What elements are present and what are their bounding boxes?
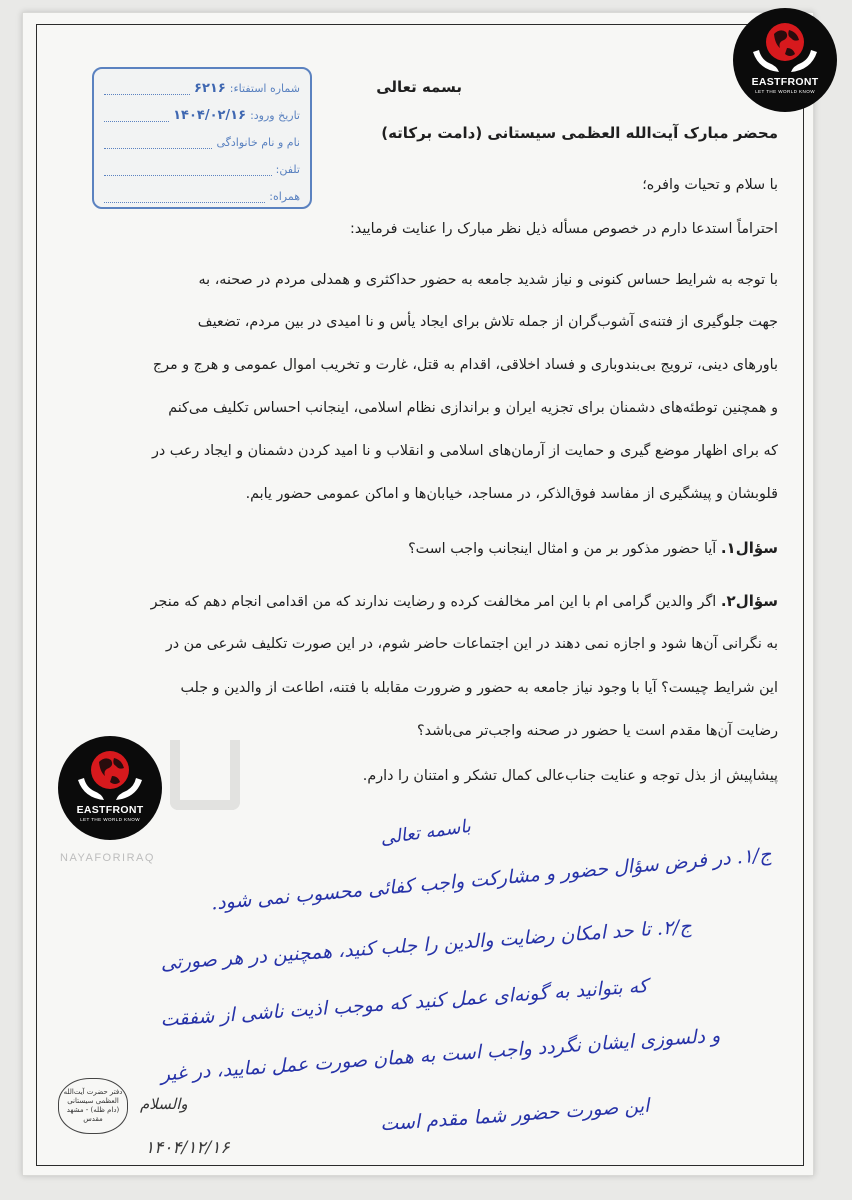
answer-line: ج/۱. در فرض سؤال حضور و مشارکت واجب کفائی محسوب نمی شود. (210, 843, 773, 915)
eastfront-logo-top (733, 8, 837, 112)
registration-stamp (92, 67, 312, 209)
question-1-label: سؤال۱. (720, 539, 778, 557)
globe-hands-icon (749, 18, 821, 78)
body-line: و همچنین توطئه‌های دشمنان برای تجزیه ایران و براندازی نظام اسلامی، اینجانب احساس تکلیف می‌کنم (168, 400, 778, 416)
question-2-label: سؤال۲. (720, 592, 778, 610)
question-2-text: اگر والدین گرامی ام با این امر مخالفت کرده و رضایت ندارند که من اقدامی انجام دهم که منجر (150, 594, 717, 610)
answer-line: ج/۲. تا حد امکان رضایت والدین را جلب کنید، همچنین در هر صورتی (159, 915, 693, 975)
logo-name: EASTFRONT (751, 76, 819, 88)
globe-hands-icon (74, 746, 146, 806)
question-2-line: به نگرانی آن‌ها شود و اجازه نمی دهند در این اجتماعات حاضر شوم، در این صورت تکلیف شرعی من در (165, 636, 778, 652)
answer-line: و دلسوزی ایشان نگردد واجب است به همان صورت عمل نمایید، در غیر (159, 1024, 721, 1086)
answer-date: ۱۴۰۴/۱۲/۱۶ (145, 1138, 230, 1158)
stamp-date-row (104, 102, 300, 129)
body-line: باورهای دینی، ترویج بی‌بندوباری و فساد اخلاقی، اقدام به قتل، غارت و تخریب اموال عمومی و هرج و مرج (152, 357, 778, 373)
stamp-mobile-row (104, 183, 300, 210)
question-2-line: این شرایط چیست؟ آیا با وجود نیاز جامعه به حضور و ضرورت مقابله با فتنه، اطاعت از والدین و جلب (180, 680, 778, 696)
logo-tagline: LET THE WORLD KNOW (755, 89, 815, 94)
eastfront-logo-side (58, 736, 162, 840)
stamp-name-row (104, 129, 300, 156)
question-2-line: رضایت آن‌ها مقدم است یا حضور در صحنه واجب‌تر می‌باشد؟ (416, 723, 778, 739)
office-seal: دفتر حضرت آیت‌الله العظمی سیستانی (دام ظله) - مشهد مقدس (58, 1078, 128, 1134)
stamp-phone-label: تلفن: (275, 163, 300, 176)
stamp-ref-value: ۶۲۱۶ (194, 81, 226, 96)
question-2-first-line (151, 592, 778, 610)
question-1 (408, 539, 778, 557)
answer-line: که بتوانید به گونه‌ای عمل کنید که موجب اذیت ناشی از شفقت (159, 974, 649, 1032)
answer-line: این صورت حضور شما مقدم است (379, 1094, 650, 1136)
body-line: جهت جلوگیری از فتنه‌ی آشوب‌گران از جمله تلاش برای ایجاد یأس و نا امیدی در بین مردم، تضعیف (197, 314, 778, 330)
intro-line: احتراماً استدعا دارم در خصوص مسأله ذیل نظر مبارک را عنایت فرمایید: (350, 221, 778, 237)
stamp-mobile-label: همراه: (269, 190, 300, 203)
closing-line: پیشاپیش از بذل توجه و عنایت جناب‌عالی کمال تشکر و امتنان را دارم. (362, 768, 778, 784)
stamp-name-label: نام و نام خانوادگی (216, 136, 300, 149)
greeting-line: با سلام و تحیات وافره؛ (642, 177, 778, 193)
body-line: با توجه به شرایط حساس کنونی و نیاز شدید جامعه به حضور حداکثری و همدلی مردم در صحنه، به (198, 272, 778, 288)
basmala-heading: بسمه تعالی (376, 78, 462, 96)
watermark-text: NAYAFORIRAQ (60, 852, 155, 864)
stamp-date-label: تاریخ ورود: (250, 109, 300, 122)
watermark-logo-shape (170, 740, 240, 810)
addressee-line: محضر مبارک آیت‌الله العظمی سیستانی (دامت برکاته) (381, 124, 778, 142)
answer-heading: باسمه تعالی (378, 815, 473, 850)
logo-tagline: LET THE WORLD KNOW (80, 817, 140, 822)
wassalam-text: والسلام (140, 1095, 188, 1113)
stamp-phone-row (104, 156, 300, 183)
logo-name: EASTFRONT (76, 804, 144, 816)
stamp-ref-row (104, 75, 300, 102)
question-1-text: آیا حضور مذکور بر من و امثال اینجانب واجب است؟ (408, 541, 721, 557)
body-line: قلوبشان و پیشگیری از مفاسد فوق‌الذکر، در مساجد، خیابان‌ها و اماکن عمومی حضور یابم. (245, 486, 778, 502)
stamp-date-value: ۱۴۰۴/۰۲/۱۶ (173, 108, 247, 123)
body-line: که برای اظهار موضع گیری و حمایت از آرمان‌های اسلامی و انقلاب و نا امید کردن دشمنان و ایجاد رعب در (151, 443, 778, 459)
stamp-ref-label: شماره استفتاء: (229, 82, 300, 95)
